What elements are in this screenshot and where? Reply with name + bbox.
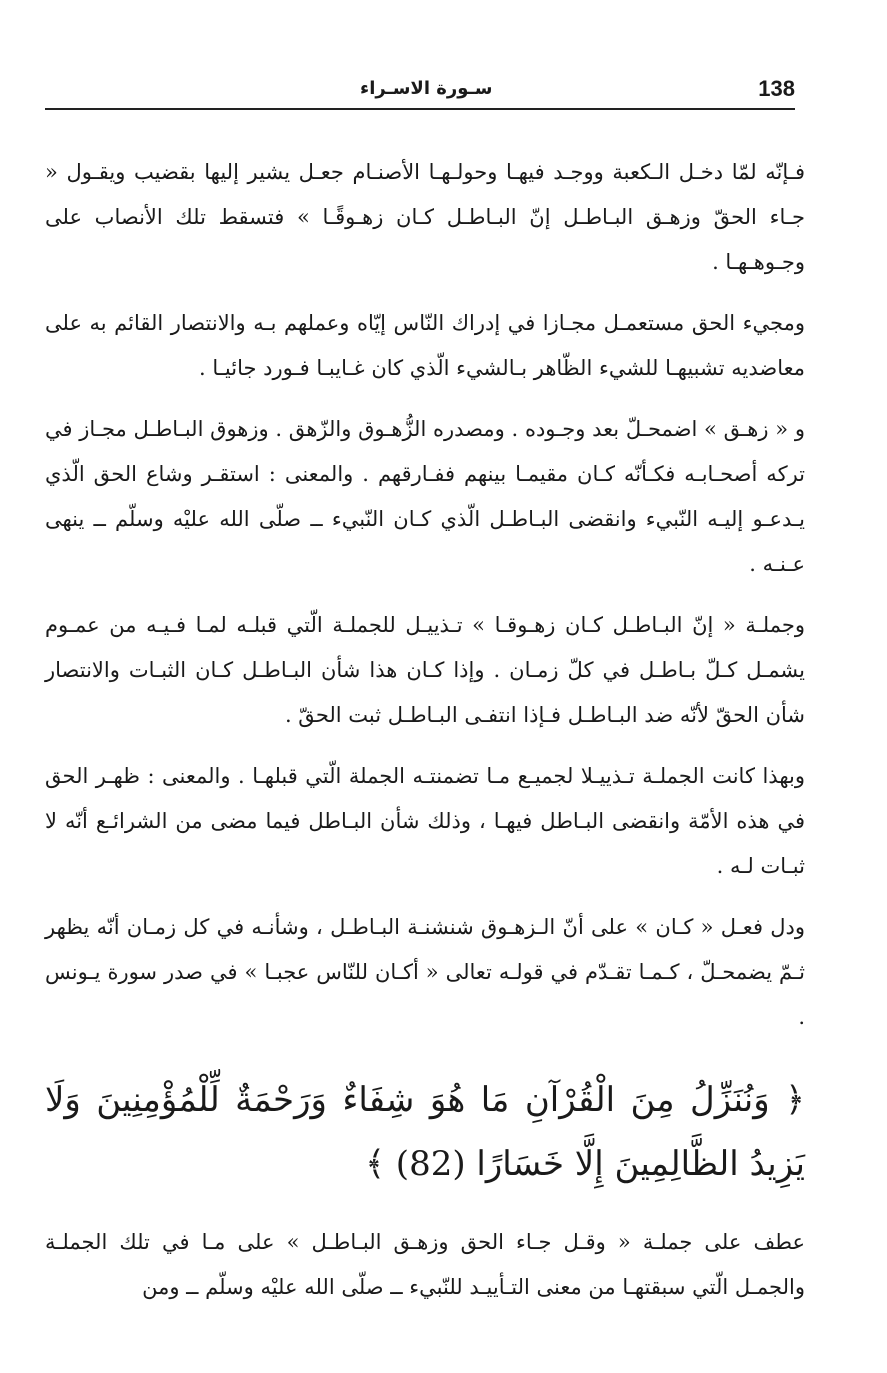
paragraph-5: وبهذا كانت الجملـة تـذييـلا لجميـع مـا تضمنتـه الجملة الّتي قبلهـا . والمعنى : ظهـر الحق في هذه الأمّة وانقضى البـاطل فيهـا ، وذلك شأن البـاطل فيما مضى من الشرائـع أنّه لا ثبـات لـه . [45,764,805,878]
paragraph-1: فـإنّه لمّا دخـل الـكعبة ووجـد فيهـا وحولـهـا الأصنـام جعـل يشير إليها بقضيب ويقـول « جـاء الحقّ وزهـق البـاطـل إنّ البـاطـل كـان زهـوقًـا » فتسقط تلك الأنصاب على وجـوهـهـا . [45,160,805,274]
header-divider [45,108,795,110]
page-body [45,150,805,1326]
closing-paragraph: عطف على جملـة « وقـل جـاء الحق وزهـق البـاطـل » على مـا في تلك الجملـة والجمـل الّتي سبقتهـا من معنى التـأييـد للنّبيء ــ صلّى الله عليْه وسلّم ــ ومن [45,1230,805,1299]
paragraph-3: و « زهـق » اضمحـلّ بعد وجـوده . ومصدره الزُّهـوق والزّهق . وزهوق البـاطـل مجـاز في تركه أصحـابـه فكـأنّه كـان مقيمـا بينهم ففـارقهم . والمعنى : استقـر وشاع الحق الّذي يـدعـو إليـه النّبيء وانقضى البـاطـل الّذي كـان النّبيء ــ صلّى الله عليْه وسلّم ــ ينهى عـنـه . [45,417,805,576]
page-number: 138 [758,76,795,101]
running-title: سـورة الاسـراء [360,78,493,99]
quran-verse: ﴿ وَنُنَزِّلُ مِنَ الْقُرْآنِ مَا هُوَ شِفَاءٌ وَرَحْمَةٌ لِّلْمُؤْمِنِينَ وَلَا يَزِيدُ الظَّالِمِينَ إِلَّا خَسَارًا (82) ﴾ [45,1080,805,1184]
page-header [45,72,795,110]
paragraph-6: ودل فعـل « كـان » على أنّ الـزهـوق شنشنـة البـاطـل ، وشأنـه في كل زمـان أنّه يظهر ثـمّ يضمحـلّ ، كـمـا تقـدّم في قولـه تعالى « أكـان للنّاس عجبـا » في صدر سورة يـونس . [45,915,805,1029]
paragraph-2: ومجيء الحق مستعمـل مجـازا في إدراك النّاس إيّاه وعملهم بـه والانتصار القائم به على معاضديه تشبيهـا للشيء الظّاهر بـالشيء الّذي كان غـايبـا فـورد جائيـا . [45,311,805,380]
paragraph-4: وجملـة « إنّ البـاطـل كـان زهـوقـا » تـذييـل للجملـة الّتي قبلـه لمـا فـيـه من عمـوم يشمـل كـلّ بـاطـل في كلّ زمـان . وإذا كـان هذا شأن البـاطـل كـان الثبـات والانتصار شأن الحقّ لأنّه ضد البـاطـل فـإذا انتفـى البـاطـل ثبت الحقّ . [45,613,805,727]
